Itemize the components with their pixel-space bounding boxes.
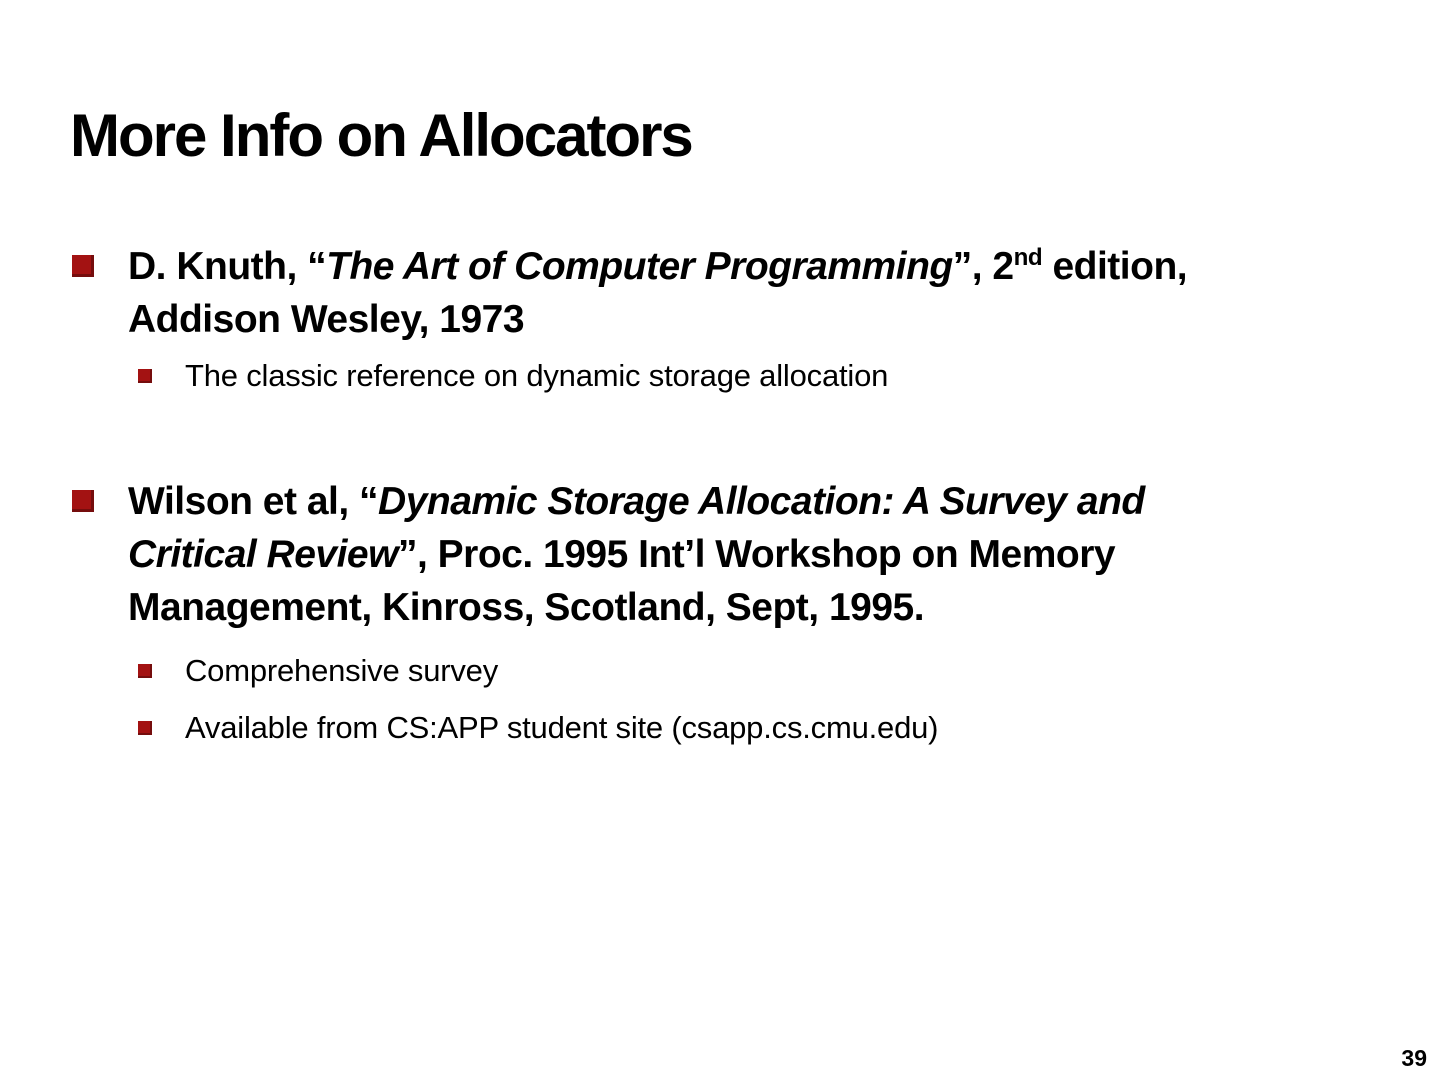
- text-segment: Management, Kinross, Scotland, Sept, 1995.: [128, 586, 925, 629]
- page-title: More Info on Allocators: [70, 102, 692, 169]
- bullet-text: [128, 475, 1145, 634]
- bullet-line: [185, 650, 498, 692]
- bullet-square-icon: [72, 490, 94, 512]
- bullet-square-icon: [72, 255, 94, 277]
- slide-body: [0, 240, 1440, 749]
- sub-bullet-square-icon: [138, 721, 152, 735]
- sub-bullet-item: [0, 355, 1440, 397]
- text-segment: D. Knuth, “: [128, 245, 327, 288]
- bullet-line: [128, 240, 1187, 293]
- sub-bullet-text: [185, 650, 498, 692]
- text-segment: Available from CS:APP student site (csapp.cs.cmu.edu): [185, 710, 939, 745]
- bullet-line: [185, 355, 888, 397]
- bullet-item: [0, 475, 1440, 634]
- sub-bullet-text: [185, 355, 888, 397]
- text-segment: edition,: [1042, 245, 1188, 288]
- text-segment: Critical Review: [128, 533, 398, 576]
- sub-bullet-square-icon: [138, 664, 152, 678]
- bullet-line: [128, 475, 1145, 528]
- bullet-line: [128, 581, 1145, 634]
- bullet-item: [0, 240, 1440, 346]
- text-segment: ”, 2: [952, 245, 1014, 288]
- sub-bullet-item: [0, 707, 1440, 749]
- bullet-line: [128, 528, 1145, 581]
- text-segment: ”, Proc. 1995 Int’l Workshop on Memory: [397, 533, 1116, 576]
- sub-bullet-text: [185, 707, 938, 749]
- text-segment: The classic reference on dynamic storage allocation: [185, 358, 889, 393]
- text-segment: Wilson et al, “: [128, 480, 379, 523]
- sub-bullet-item: [0, 650, 1440, 692]
- text-segment: The Art of Computer Programming: [326, 245, 953, 288]
- text-segment-superscript: nd: [1013, 244, 1043, 271]
- sub-bullet-square-icon: [138, 369, 152, 383]
- bullet-line: [185, 707, 938, 749]
- bullet-line: [128, 293, 1187, 346]
- text-segment: Addison Wesley, 1973: [128, 298, 525, 341]
- bullet-text: [128, 240, 1187, 346]
- text-segment: Dynamic Storage Allocation: A Survey and: [378, 480, 1145, 523]
- text-segment: Comprehensive survey: [185, 653, 499, 688]
- slide-page-number: 39: [1401, 1045, 1427, 1071]
